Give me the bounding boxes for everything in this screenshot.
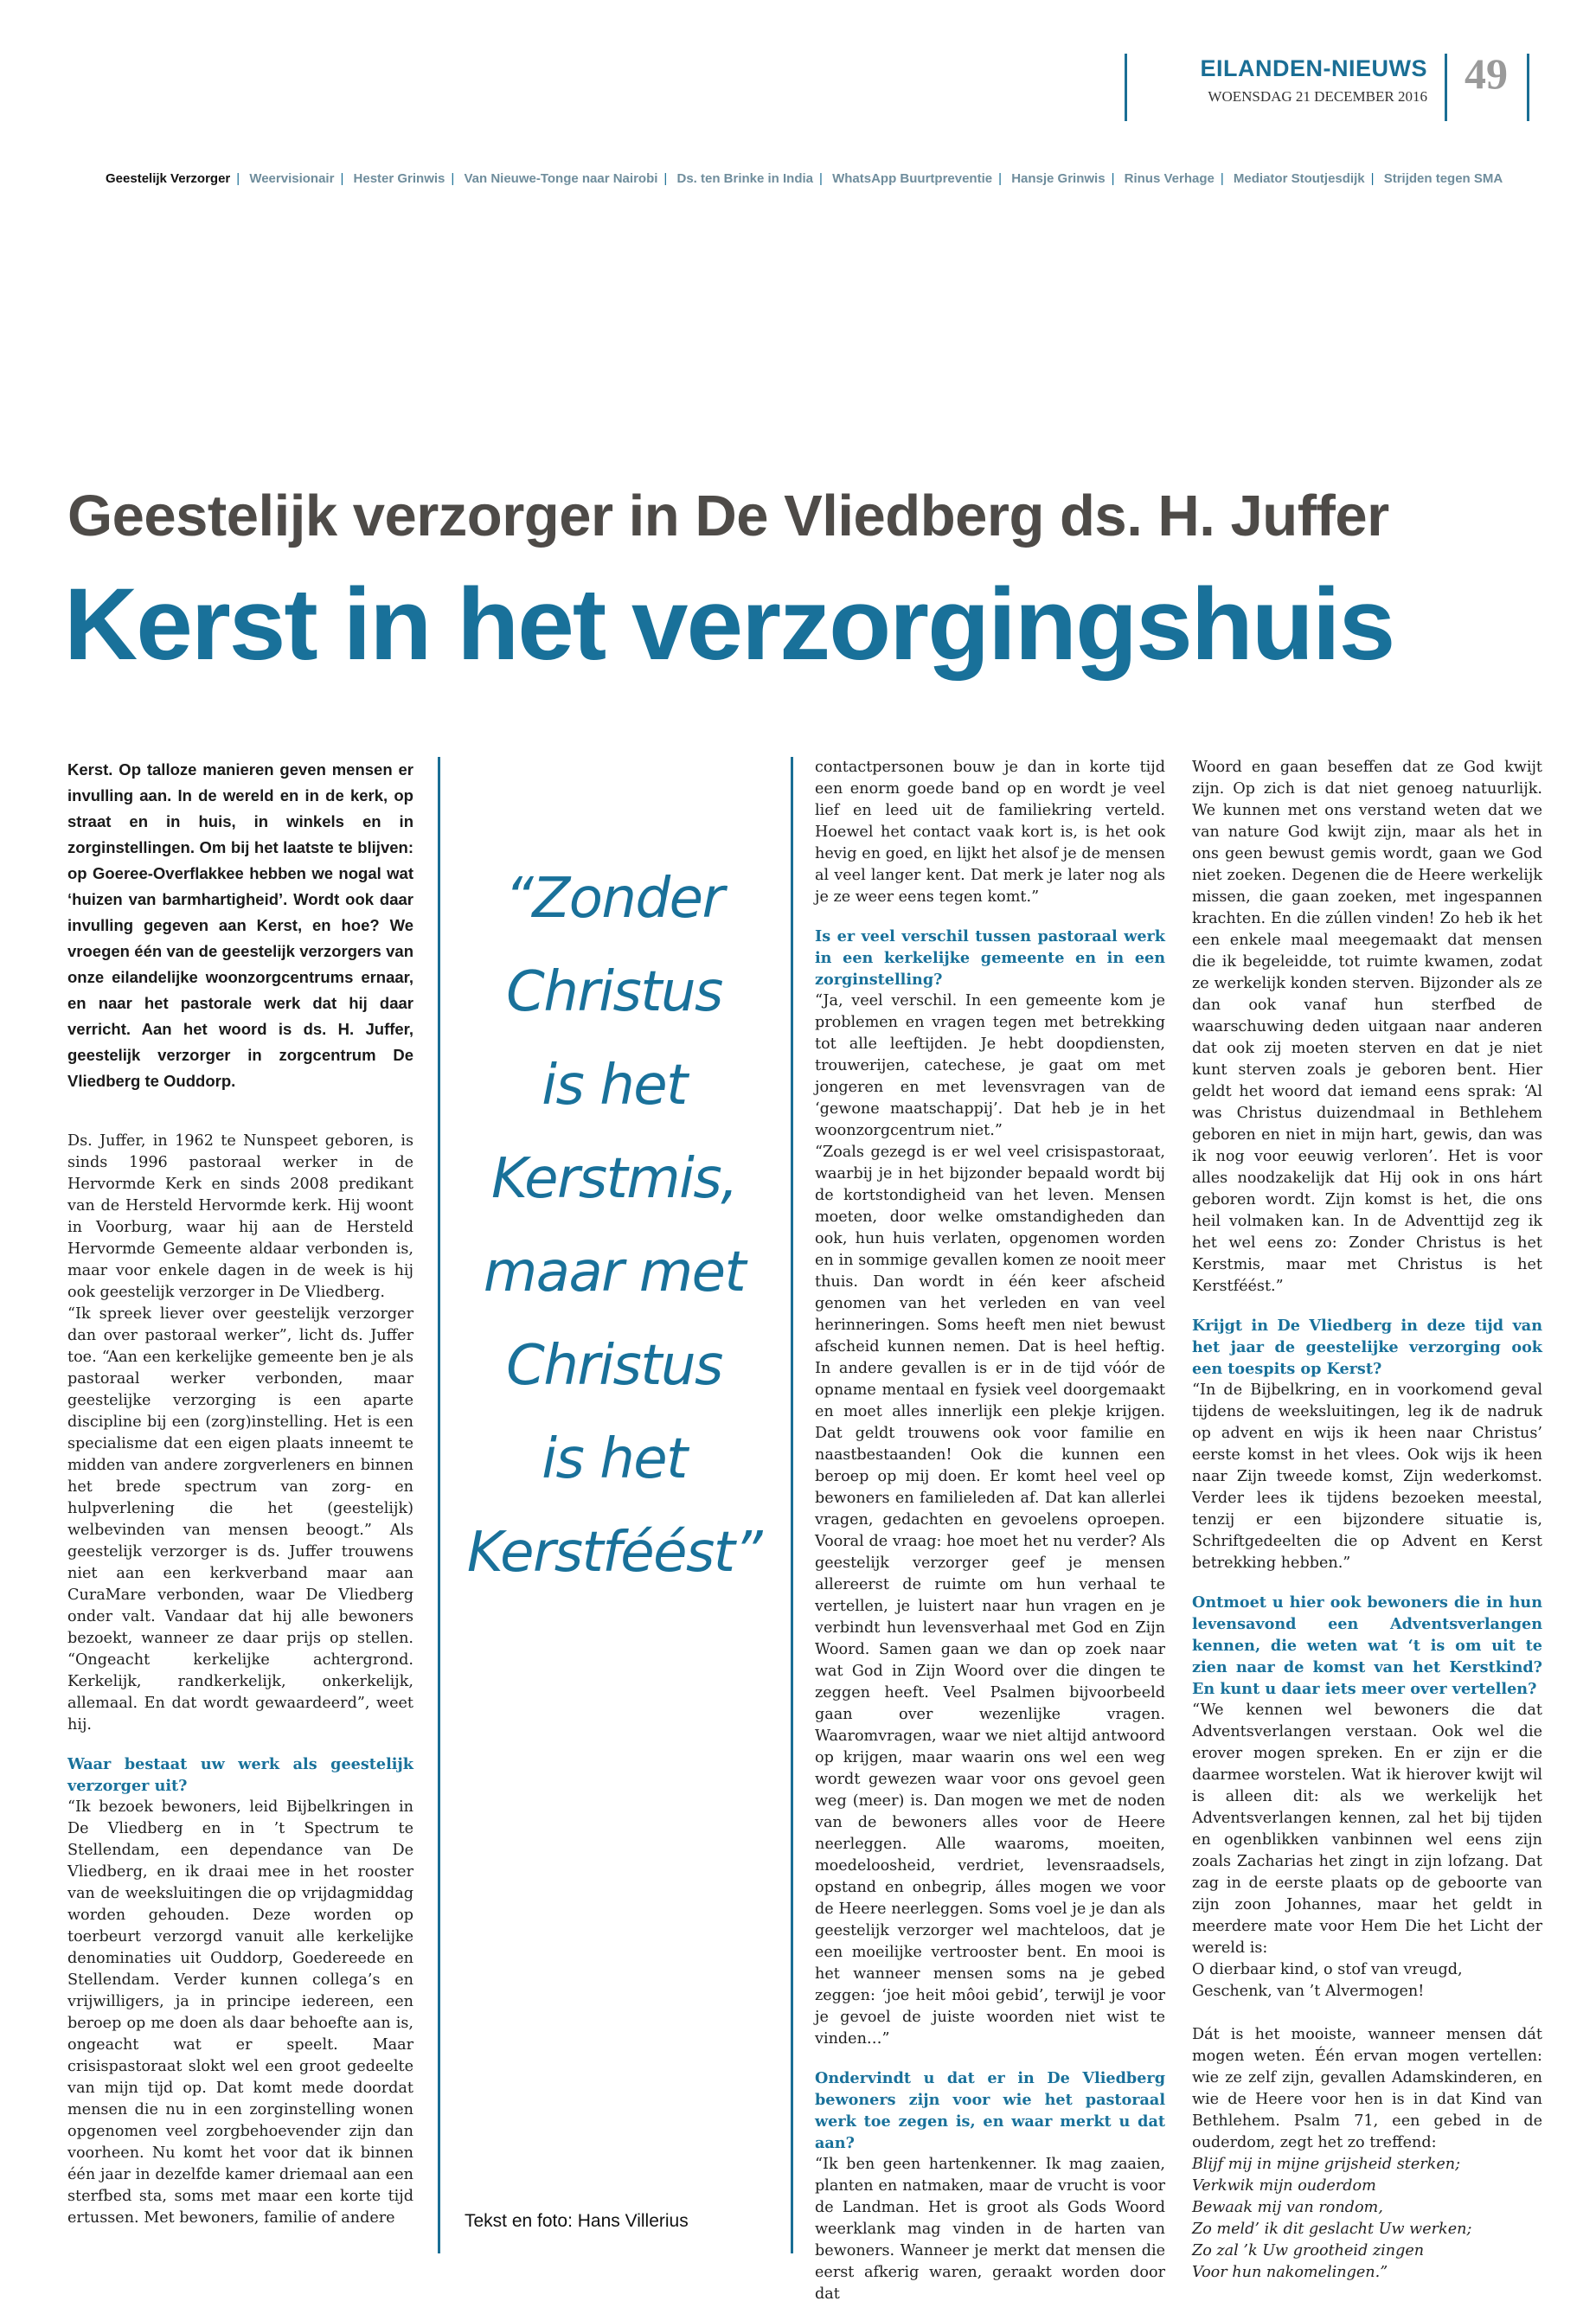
topic-hester-grinwis[interactable]: Hester Grinwis — [353, 171, 445, 186]
paragraph: Dát is het mooiste, wanneer mensen dát mogen weten. Één ervan mogen vertellen: wie ze zelf zijn, gevallen Adamskinderen, en wie de Heere voor hen is in dat Kind van Bethlehem. Psalm 71, een gebed in de ouderdom, zegt het zo treffend: — [1192, 2026, 1542, 2151]
pullquote-rule-left — [438, 757, 440, 2253]
photo-credit: Tekst en foto: Hans Villerius — [465, 2211, 689, 2231]
topic-geestelijk-verzorger[interactable]: Geestelijk Verzorger — [106, 171, 231, 186]
masthead-rule-right — [1527, 54, 1529, 121]
topic-strijden-tegen-sma[interactable]: Strijden tegen SMA — [1383, 171, 1503, 186]
paragraph: “In de Bijbelkring, en in voorkomend geval tijdens de weeksluitingen, leg ik de nadruk op advent en wijs ik heen naar Christus’ eerste komst in het vlees. Ook wijs ik heen naar Zijn tweede komst, Zijn wederkomst. Verder lees ik tijdens bezoeken meestal, tenzij er een bijzondere situatie is, Schriftgedeelten die op Advent en Kerst betrekking hebben.” — [1192, 1381, 1542, 1572]
masthead-rule-mid — [1445, 54, 1447, 121]
topic-weervisionair[interactable]: Weervisionair — [249, 171, 335, 186]
psalm-line: Blijf mij in mijne grijsheid sterken; — [1192, 2156, 1461, 2173]
psalm-line: Bewaak mij van rondom, — [1192, 2199, 1383, 2216]
column-4 — [1192, 757, 1542, 2284]
topic-nieuwe-tonge-nairobi[interactable]: Van Nieuwe-Tonge naar Nairobi — [464, 171, 658, 186]
topic-whatsapp-buurtpreventie[interactable]: WhatsApp Buurtpreventie — [832, 171, 993, 186]
column-1 — [67, 757, 413, 2229]
pullquote — [450, 852, 779, 1599]
topic-nav: Geestelijk Verzorger | Weervisionair | Hester Grinwis | Van Nieuwe-Tonge naar Nairobi | Ds. ten Brinke in India | WhatsApp Buurtpreventie | Hansje Grinwis | Rinus Verhage | Mediator Stoutjesdijk | Strijden tegen SMA — [106, 171, 1503, 186]
interview-question: Ondervindt u dat er in De Vliedberg bewoners zijn voor wie het pastoraal werk toe zegen is, en waar merkt u dat aan? — [815, 2069, 1165, 2152]
column-3 — [815, 757, 1165, 2301]
paragraph: contactpersonen bouw je dan in korte tijd een enorm goede band op en wordt je veel lief en leed uit de familiekring verteld. Hoewel het contact vaak kort is, is het ook hevig en goed, en lijkt het alsof je de mensen al veel langer kent. Dat merk je later nog als je ze weer eens tegen komt.” — [815, 759, 1165, 906]
hymn-line: O dierbaar kind, o stof van vreugd, — [1192, 1961, 1463, 1978]
psalm-line: Verkwik mijn ouderdom — [1192, 2177, 1376, 2195]
psalm-line: Zo zal ’k Uw grootheid zingen — [1192, 2242, 1425, 2259]
interview-question: Waar bestaat uw werk als geestelijk verzorger uit? — [67, 1755, 413, 1795]
newspaper-name: EILANDEN-NIEUWS — [1200, 55, 1427, 81]
pullquote-line: is het — [542, 1427, 687, 1491]
page-number: 49 — [1465, 49, 1508, 98]
paragraph: “Ja, veel verschil. In een gemeente kom je problemen en vragen tegen met betrekking tot alle leeftijden. Je hebt doopdiensten, trouwerijen, catechese, je gaat om met jongeren en met levensvragen van de ‘gewone maatschappij’. Dat heb je in het woonzorgcentrum niet.” — [815, 992, 1165, 1139]
issue-date: WOENSDAG 21 DECEMBER 2016 — [1208, 88, 1427, 105]
pullquote-rule-right — [791, 757, 793, 2253]
masthead — [1125, 49, 1548, 123]
pullquote-line: is het — [542, 1054, 687, 1118]
hymn-line: Geschenk, van ’t Alvermogen! — [1192, 1983, 1425, 2000]
topic-mediator-stoutjesdijk[interactable]: Mediator Stoutjesdijk — [1233, 171, 1365, 186]
topic-ten-brinke-india[interactable]: Ds. ten Brinke in India — [676, 171, 814, 186]
topic-rinus-verhage[interactable]: Rinus Verhage — [1124, 171, 1215, 186]
interview-question: Ontmoet u hier ook bewoners die in hun levensavond een Adventsverlangen kennen, die weten wat ‘t is om uit te zien naar de komst van het Kerstkind? En kunt u daar iets meer over vertellen? — [1192, 1593, 1542, 1698]
pullquote-line: Christus — [506, 1334, 722, 1398]
topic-hansje-grinwis[interactable]: Hansje Grinwis — [1011, 171, 1106, 186]
interview-question: Krijgt in De Vliedberg in deze tijd van het jaar de geestelijke verzorging ook een toespits op Kerst? — [1192, 1317, 1542, 1378]
article-headline: Kerst in het verzorgingshuis — [64, 567, 1394, 682]
paragraph: “Ik bezoek bewoners, leid Bijbelkringen in De Vliedberg en in ’t Spectrum te Stellendam, een dependance van De Vliedberg, en ik draai mee in het rooster van de weeksluitingen die op vrijdagmiddag worden gehouden. Deze worden op toerbeurt verzorgd vanuit alle kerkelijke denominaties uit Ouddorp, Goedereede en Stellendam. Verder kunnen collega’s en vrijwilligers, ja in principe iedereen, een beroep op me doen als daar behoefte aan is, ongeacht wat er speelt. Maar crisispastoraat slokt wel een groot gedeelte van mijn tijd op. Dat komt mede doordat mensen die nu in een zorginstelling wonen opgenomen veel zorgbehoevender zijn dan voorheen. Nu komt het voor dat ik binnen één jaar in dezelfde kamer driemaal aan een sterfbed sta, soms met maar een korte tijd ertussen. Met bewoners, familie of andere — [67, 1798, 413, 2227]
psalm-line: Voor hun nakomelingen.” — [1192, 2264, 1388, 2281]
paragraph: Ds. Juffer, in 1962 te Nunspeet geboren, is sinds 1996 pastoraal werker in de Hervormde Kerk en sinds 2008 predikant van de Hersteld Hervormde kerk. Hij woont in Voorburg, waar hij aan de Hersteld Hervormde Gemeente aldaar verbonden is, maar voor enkele dagen in de week is hij ook geestelijk verzorger in De Vliedberg. — [67, 1132, 413, 1301]
pullquote-line: Kerstféést” — [466, 1521, 762, 1585]
pullquote-line: “Zonder — [504, 867, 724, 931]
pullquote-line: Christus — [506, 960, 722, 1024]
paragraph: “Ik ben geen hartenkenner. Ik mag zaaien, planten en natmaken, maar de vrucht is voor de Landman. Het is groot als Gods Woord weerklank mag vinden in de harten van bewoners. Wanneer je merkt dat mensen die eerst afkerig waren, geraakt worden door dat — [815, 2156, 1165, 2301]
paragraph: “Ik spreek liever over geestelijk verzorger dan over pastoraal werker”, licht ds. Juffer toe. “Aan een kerkelijke gemeente ben je als pastoraal werker verbonden, maar geestelijke verzorging is een aparte discipline bij een (zorg)instelling. Het is een specialisme dat een eigen plaats inneemt te midden van andere zorgverleners en binnen het brede spectrum van zorg- en hulpverlening die het (geestelijk) welbevinden van mensen beoogt.” Als geestelijk verzorger is ds. Juffer trouwens niet aan een kerkverband maar aan CuraMare verbonden, waar De Vliedberg onder valt. Vandaar dat hij alle bewoners bezoekt, wanneer ze daar prijs op stellen. “Ongeacht kerkelijke achtergrond. Kerkelijk, randkerkelijk, onkerkelijk, allemaal. En dat wordt gewaardeerd”, weet hij. — [67, 1305, 413, 1734]
article-intro: Kerst. Op talloze manieren geven mensen er invulling aan. In de wereld en in de kerk, op straat en in huis, in winkels en in zorginstellingen. Om bij het laatste te blijven: op Goeree-Overflakkee hebben we nogal wat ‘huizen van barmhartigheid’. Wordt ook daar invulling gegeven aan Kerst, en hoe? We vroegen één van de geestelijk verzorgers van onze eilandelijke woonzorgcentrums ernaar, en naar het pastorale werk dat hij daar verricht. Aan het woord is ds. H. Juffer, geestelijk verzorger in zorgcentrum De Vliedberg te Ouddorp. — [67, 760, 413, 1090]
interview-question: Is er veel verschil tussen pastoraal werk in een kerkelijke gemeente en in een zorginstelling? — [815, 927, 1165, 989]
paragraph: Woord en gaan beseffen dat ze God kwijt zijn. Op zich is dat niet genoeg natuurlijk. We kunnen met ons verstand weten dat we van nature God kwijt zijn, maar als het in ons geen bewust gemis wordt, gaan we God niet zoeken. Degenen die de Heere werkelijk missen, die gaan zoeken, met ingespannen krachten. En die zúllen vinden! Zo heb ik het een enkele maal meegemaakt dat mensen die ik begeleidde, tot ruimte kwamen, zodat ze werkelijk konden sterven. Bijzonder als ze dan ook vanaf hun sterfbed de waarschuwing deden uitgaan naar anderen dat ook zij moeten sterven en dat je niet kunt sterven zoals je geboren bent. Hier geldt het woord dat iemand eens sprak: ‘Al was Christus duizendmaal in Bethlehem geboren en niet in mijn hart, gewis, dan was ik nog voor eeuwig verloren’. Het is voor alles noodzakelijk dat Hij ook in ons hárt geboren wordt. Zijn komst is het, die ons heil volmaken kan. In de Adventtijd zeg ik het wel eens zo: Zonder Christus is het Kerstmis, maar met Christus is het Kerstféést.” — [1192, 759, 1542, 1295]
pullquote-line: maar met — [483, 1240, 746, 1304]
pullquote-line: Kerstmis, — [490, 1147, 738, 1211]
article-kicker: Geestelijk verzorger in De Vliedberg ds. H. Juffer — [67, 484, 1389, 548]
paragraph: “We kennen wel bewoners die dat Adventsverlangen verstaan. Ook wel die erover mogen spreken. En er zijn er die daarmee worstelen. Wat ik hierover kwijt wil is alleen dit: als we werkelijk het Adventsverlangen kennen, zal het bij tijden en ogenblikken vanbinnen wel eens zijn zoals Zacharias het zingt in zijn lofzang. Dat zag in de eerste plaats op de geboorte van zijn zoon Johannes, maar het geldt in meerdere mate voor Hem Die het Licht der wereld is: — [1192, 1702, 1542, 1957]
psalm-line: Zo meld’ ik dit geslacht Uw werken; — [1192, 2221, 1472, 2238]
paragraph: “Zoals gezegd is er wel veel crisispastoraat, waarbij je in het bijzonder bepaald wordt bij de kortstondigheid van het leven. Mensen moeten, door welke omstandigheden dan ook, hun huis verlaten, opgenomen worden en in sommige gevallen komen ze nooit meer thuis. Dan wordt in één keer afscheid genomen van het verleden en van veel herinneringen. Soms heeft men niet bewust afscheid kunnen nemen. Dat is heel heftig. In andere gevallen is er in de tijd vóór de opname mentaal en fysiek veel doorgemaakt en moet alles innerlijk een plekje krijgen. Dat geldt trouwens ook voor familie en naastbestaanden! Ook die kunnen een beroep op mij doen. Er komt heel veel op bewoners en familieleden af. Dat kan allerlei vragen, gedachten en gevoelens oproepen. Vooral de vraag: hoe moet het nu verder? Als geestelijk verzorger geef je mensen allereerst de ruimte om hun verhaal te vertellen, je luistert naar hun vragen en je verbindt hun levensverhaal met God en Zijn Woord. Samen gaan we dan op zoek naar wat God in Zijn Woord over die dingen te zeggen heeft. Veel Psalmen bijvoorbeeld gaan over wezenlijke vragen. Waaromvragen, waar we niet altijd antwoord op krijgen, maar waarin ons wel een weg wordt gewezen waar voor ons gevoel geen weg (meer) is. Dan mogen we met de noden van de bewoners alles voor de Heere neerleggen. Alle waaroms, moeiten, moedeloosheid, verdriet, levensraadsels, opstand en onbegrip, álles mogen we voor de Heere neerleggen. Soms voel je je dan als geestelijk verzorger wel machteloos, dat je een moeilijke vertrooster bent. En mooi is het wanneer mensen soms na je gebed zeggen: ‘joe heit môoi gebid’, terwijl je voor je gevoel de juiste woorden niet wist te vinden…” — [815, 1144, 1165, 2048]
